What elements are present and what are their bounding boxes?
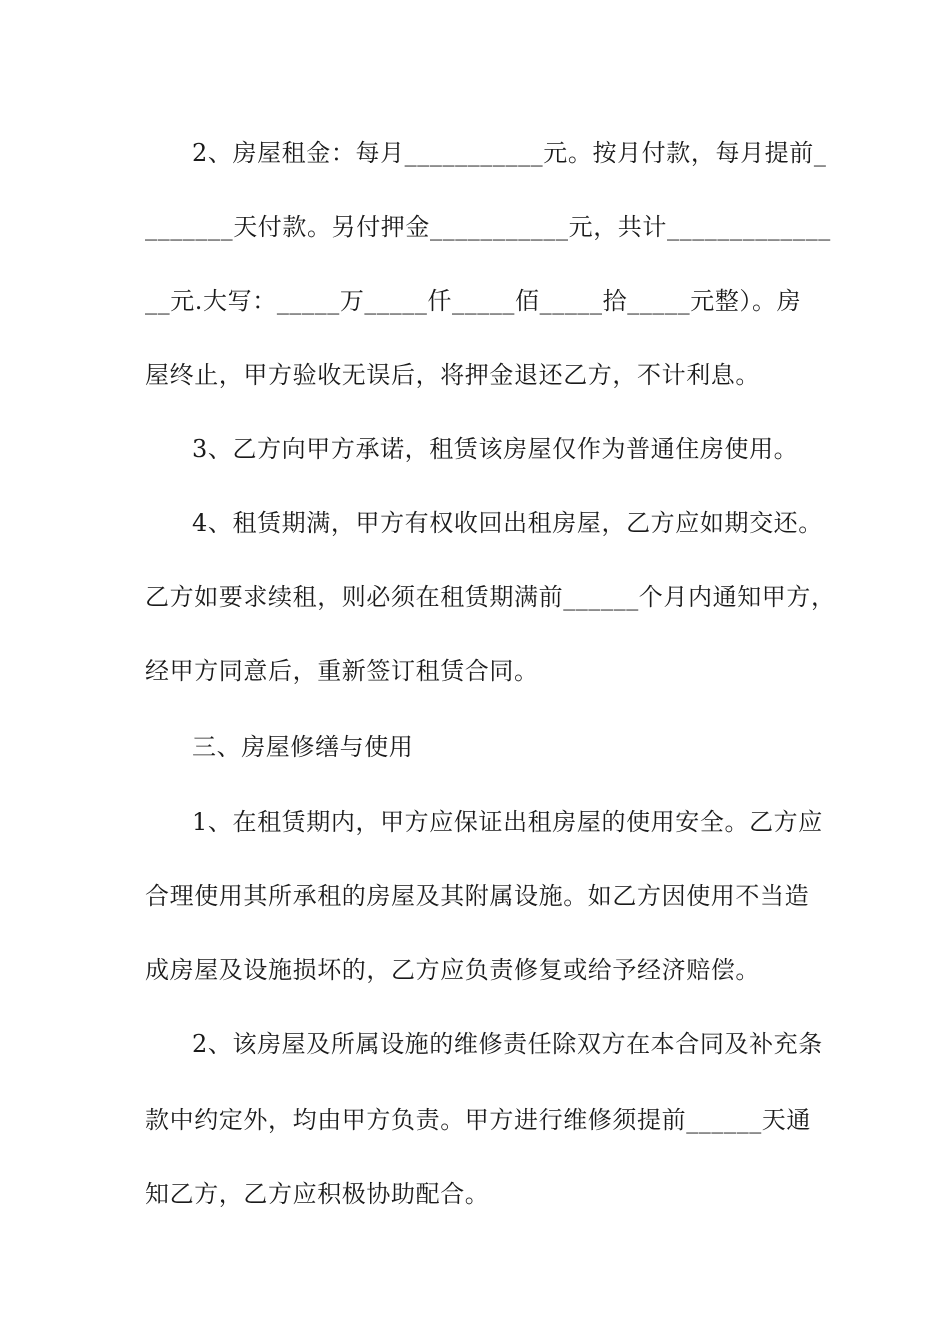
text-line: 4、租赁期满，甲方有权收回出租房屋，乙方应如期交还。 [192, 509, 823, 537]
text-line: 知乙方，乙方应积极协助配合。 [145, 1180, 490, 1208]
text-line: 1、在租赁期内，甲方应保证出租房屋的使用安全。乙方应 [192, 808, 823, 836]
text-line: _______天付款。另付押金___________元，共计_____________ [145, 213, 831, 241]
text-line: 合理使用其所承租的房屋及其附属设施。如乙方因使用不当造 [145, 882, 810, 910]
text-line: 2、该房屋及所属设施的维修责任除双方在本合同及补充条 [192, 1030, 823, 1058]
text-line: 屋终止，甲方验收无误后，将押金退还乙方，不计利息。 [145, 361, 760, 389]
text-line: __元.大写：_____万_____仟_____佰_____拾_____元整）。房 [145, 287, 802, 315]
text-line: 经甲方同意后，重新签订租赁合同。 [145, 657, 539, 685]
text-line: 3、乙方向甲方承诺，租赁该房屋仅作为普通住房使用。 [192, 435, 799, 463]
text-line: 乙方如要求续租，则必须在租赁期满前______个月内通知甲方， [145, 583, 836, 611]
text-line: 2、房屋租金：每月___________元。按月付款，每月提前_ [192, 139, 827, 167]
text-line: 款中约定外，均由甲方负责。甲方进行维修须提前______天通 [145, 1106, 811, 1134]
text-line: 成房屋及设施损坏的，乙方应负责修复或给予经济赔偿。 [145, 956, 760, 984]
section-heading: 三、房屋修缮与使用 [192, 733, 414, 761]
